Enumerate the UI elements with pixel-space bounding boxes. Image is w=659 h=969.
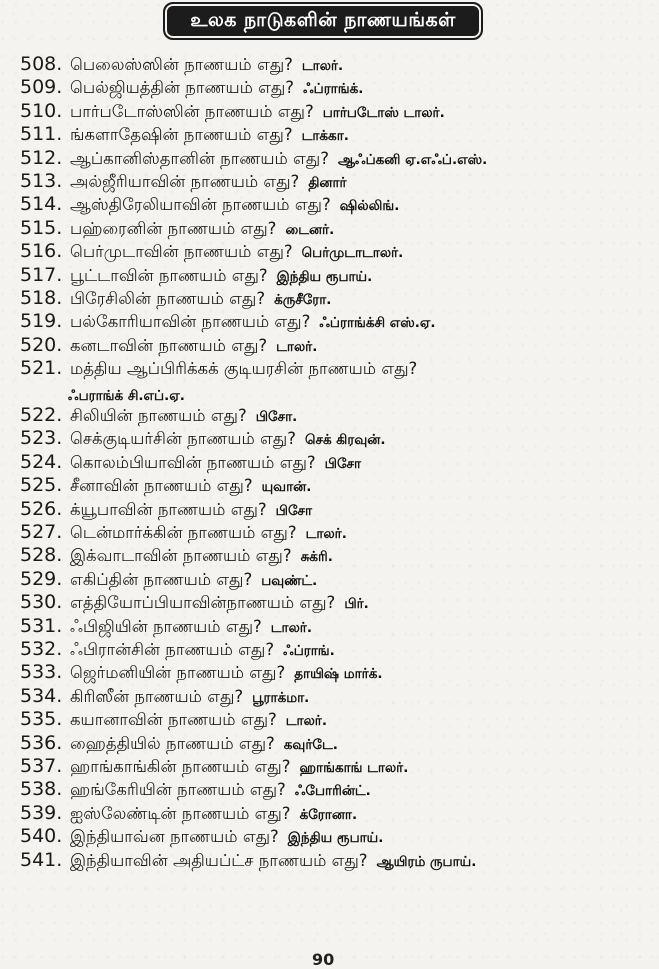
answer-text: டாக்கா. [301,128,349,145]
answer-text: ஃப்ராங்க்சி எஸ்.ஏ. [319,315,436,332]
list-item [20,357,417,381]
question-text: ஃபிஜியின் நாணயம் எது? [70,616,262,636]
list-item [20,638,335,662]
question-text: ஹாங்காங்கின் நாணயம் எது? [70,757,291,776]
list-item [20,427,385,451]
item-number: 527. [20,521,63,543]
question-text: ங்களாதேஷின் நாணயம் எது? [70,125,293,145]
item-number: 523. [20,427,63,450]
list-item [20,287,331,311]
answer-continuation [68,385,185,406]
list-item [20,685,309,709]
list-item [20,240,403,264]
item-number: 512. [20,146,63,169]
list-item [20,568,317,592]
list-item [20,615,312,639]
list-item [20,474,311,498]
answer-text: பிசோ [275,502,313,519]
answer-text: ஃபோரின்ட். [294,783,371,800]
question-text: எகிப்தின் நாணயம் எது? [70,569,253,589]
item-number: 514. [20,193,63,216]
item-number: 521. [20,357,63,380]
list-item [20,708,327,732]
item-number: 532. [20,638,63,660]
question-text: பெல்ஜியத்தின் நாணயம் எது? [70,78,295,98]
item-number: 541. [20,848,63,871]
item-number: 531. [20,614,63,637]
question-text: க்யூபாவின் நாணயம் எது? [70,499,267,519]
list-item [20,755,408,779]
answer-text: பெர்முடாடாலர். [301,245,404,262]
list-item [20,147,487,171]
question-text: பஹ்ரைனின் நாணயம் எது? [70,218,277,238]
answer-text: பார்படோஸ் டாலர். [322,104,445,121]
answer-text: சுக்ரி. [300,549,333,566]
answer-text: ஹாங்காங் டாலர். [299,760,409,776]
list-item [20,732,338,756]
item-number: 525. [20,474,63,497]
answer-text: பிர். [344,596,369,613]
answer-text: ஃபராங்க் சி.எப்.ஏ. [68,387,185,404]
question-text: ஜெர்மனியின் நாணயம் எது? [70,663,286,683]
item-number: 518. [20,287,63,309]
title-banner [163,2,483,40]
answer-text: கவுர்டே. [283,736,338,753]
question-text: எத்தியோப்பியாவின்நாணயம் எது? [70,593,336,613]
item-number: 534. [20,684,63,707]
page-number: 90 [312,950,335,969]
answer-text: யுவான். [261,479,312,496]
list-item [20,334,317,358]
list-item [20,100,445,124]
list-item [20,310,436,334]
question-text: ஹைத்தியில் நாணயம் எது? [70,733,275,753]
item-number: 535. [20,708,63,731]
answer-text: ஃப்ராங். [283,643,335,659]
answer-text: இந்திய ரூபாய். [276,268,373,285]
item-number: 516. [20,240,63,263]
item-number: 526. [20,497,63,520]
question-text: இந்தியாவின் அதியப்ட்ச நாணயம் எது? [70,850,368,870]
item-number: 537. [20,755,63,777]
item-number: 508. [20,53,63,75]
question-text: ஐஸ்லேண்டின் நாணயம் எது? [70,803,291,823]
question-text: பிரேசிலின் நாணயம் எது? [70,289,266,308]
question-text: சிலியின் நாணயம் எது? [70,406,247,425]
list-item [20,825,383,849]
question-text: கனடாவின் நாணயம் எது? [70,335,268,355]
item-number: 522. [20,404,63,426]
answer-text: பிசோ. [255,409,298,425]
item-number: 540. [20,825,63,848]
question-text: பெலைஸ்ஸின் நாணயம் எது? [70,55,293,74]
list-item [20,498,312,522]
answer-text: பவுண்ட். [261,572,318,589]
question-text: செக்குடியர்சின் நாணயம் எது? [70,429,296,449]
item-number: 528. [20,544,63,567]
answer-text: இந்திய ரூபாய். [287,830,384,847]
item-number: 511. [20,123,63,146]
list-item [20,591,369,615]
list-item [20,76,363,100]
answer-text: டைனர். [285,221,335,238]
question-text: பல்கோரியாவின் நாணயம் எது? [70,312,311,332]
question-text: ஹங்கேரியின் நாணயம் எது? [70,780,286,800]
answer-text: டாலர். [285,713,327,730]
answer-text: ஆஃப்கனி ஏ.எஃப்.எஸ். [337,151,488,168]
question-text: இந்தியாவ்ன நாணயம் எது? [70,827,279,847]
list-item [20,521,347,545]
question-text: கிரிஸீன் நாணயம் எது? [70,686,244,706]
answer-text: க்ருசீரோ. [274,292,332,308]
list-item [20,404,297,428]
answer-text: பூராக்மா. [252,689,310,706]
answer-text: ஷில்லிங். [339,198,400,215]
list-item [20,217,334,241]
item-number: 513. [20,170,63,192]
answer-text: தாயிஷ் மார்க். [294,666,383,683]
question-text: ஆஸ்திரேலியாவின் நாணயம் எது? [70,195,331,215]
answer-text: தினார் [308,175,347,191]
question-text: மத்திய ஆப்பிரிக்கக் குடியரசின் நாணயம் எது? [70,359,418,379]
list-item [20,451,361,475]
list-item [20,849,476,873]
list-item [20,123,349,147]
question-text: பெர்முடாவின் நாணயம் எது? [70,242,293,262]
list-item [20,193,399,217]
item-number: 524. [20,450,63,473]
item-number: 519. [20,310,63,333]
answer-text: டாலர். [276,338,318,355]
list-item [20,544,333,568]
list-item [20,802,357,826]
item-number: 509. [20,76,63,99]
question-text: கயானாவின் நாணயம் எது? [70,710,277,730]
item-number: 529. [20,567,63,590]
item-number: 530. [20,591,63,614]
item-number: 517. [20,263,63,286]
item-number: 536. [20,731,63,754]
answer-text: டாலர். [270,619,312,636]
item-number: 515. [20,216,63,239]
answer-text: டாலர். [305,526,347,542]
item-number: 539. [20,801,63,824]
answer-text: ஆயிரம் ருபாய். [376,853,477,870]
question-text: டென்மார்க்கின் நாணயம் எது? [70,523,297,542]
list-item [20,778,371,802]
list-item [20,264,372,288]
answer-text: டாலர். [301,58,344,74]
question-text: இக்வாடாவின் நாணயம் எது? [70,546,292,566]
answer-text: செக் கிரவுன். [304,432,386,449]
item-number: 510. [20,99,63,122]
question-text: ஃபிரான்சின் நாணயம் எது? [70,640,275,659]
question-text: சீனாவின் நாணயம் எது? [70,476,253,496]
answer-text: க்ரோனா. [299,806,358,823]
list-item [20,661,382,685]
item-number: 538. [20,778,63,801]
question-text: கொலம்பியாவின் நாணயம் எது? [70,452,316,472]
item-number: 533. [20,661,63,684]
answer-text: ஃப்ராங்க். [303,81,364,98]
list-item [20,53,343,77]
question-text: பூட்டாவின் நாணயம் எது? [70,265,268,285]
question-text: பார்படோஸ்ஸின் நாணயம் எது? [70,101,314,121]
question-text: அல்ஜீரியாவின் நாணயம் எது? [70,172,300,191]
item-number: 520. [20,333,63,356]
answer-text: பிசோ [324,455,362,472]
list-item [20,170,347,194]
question-text: ஆப்கானிஸ்தானின் நாணயம் எது? [70,148,329,168]
page-title: உலக நாடுகளின் நாணயங்கள் [190,8,456,31]
